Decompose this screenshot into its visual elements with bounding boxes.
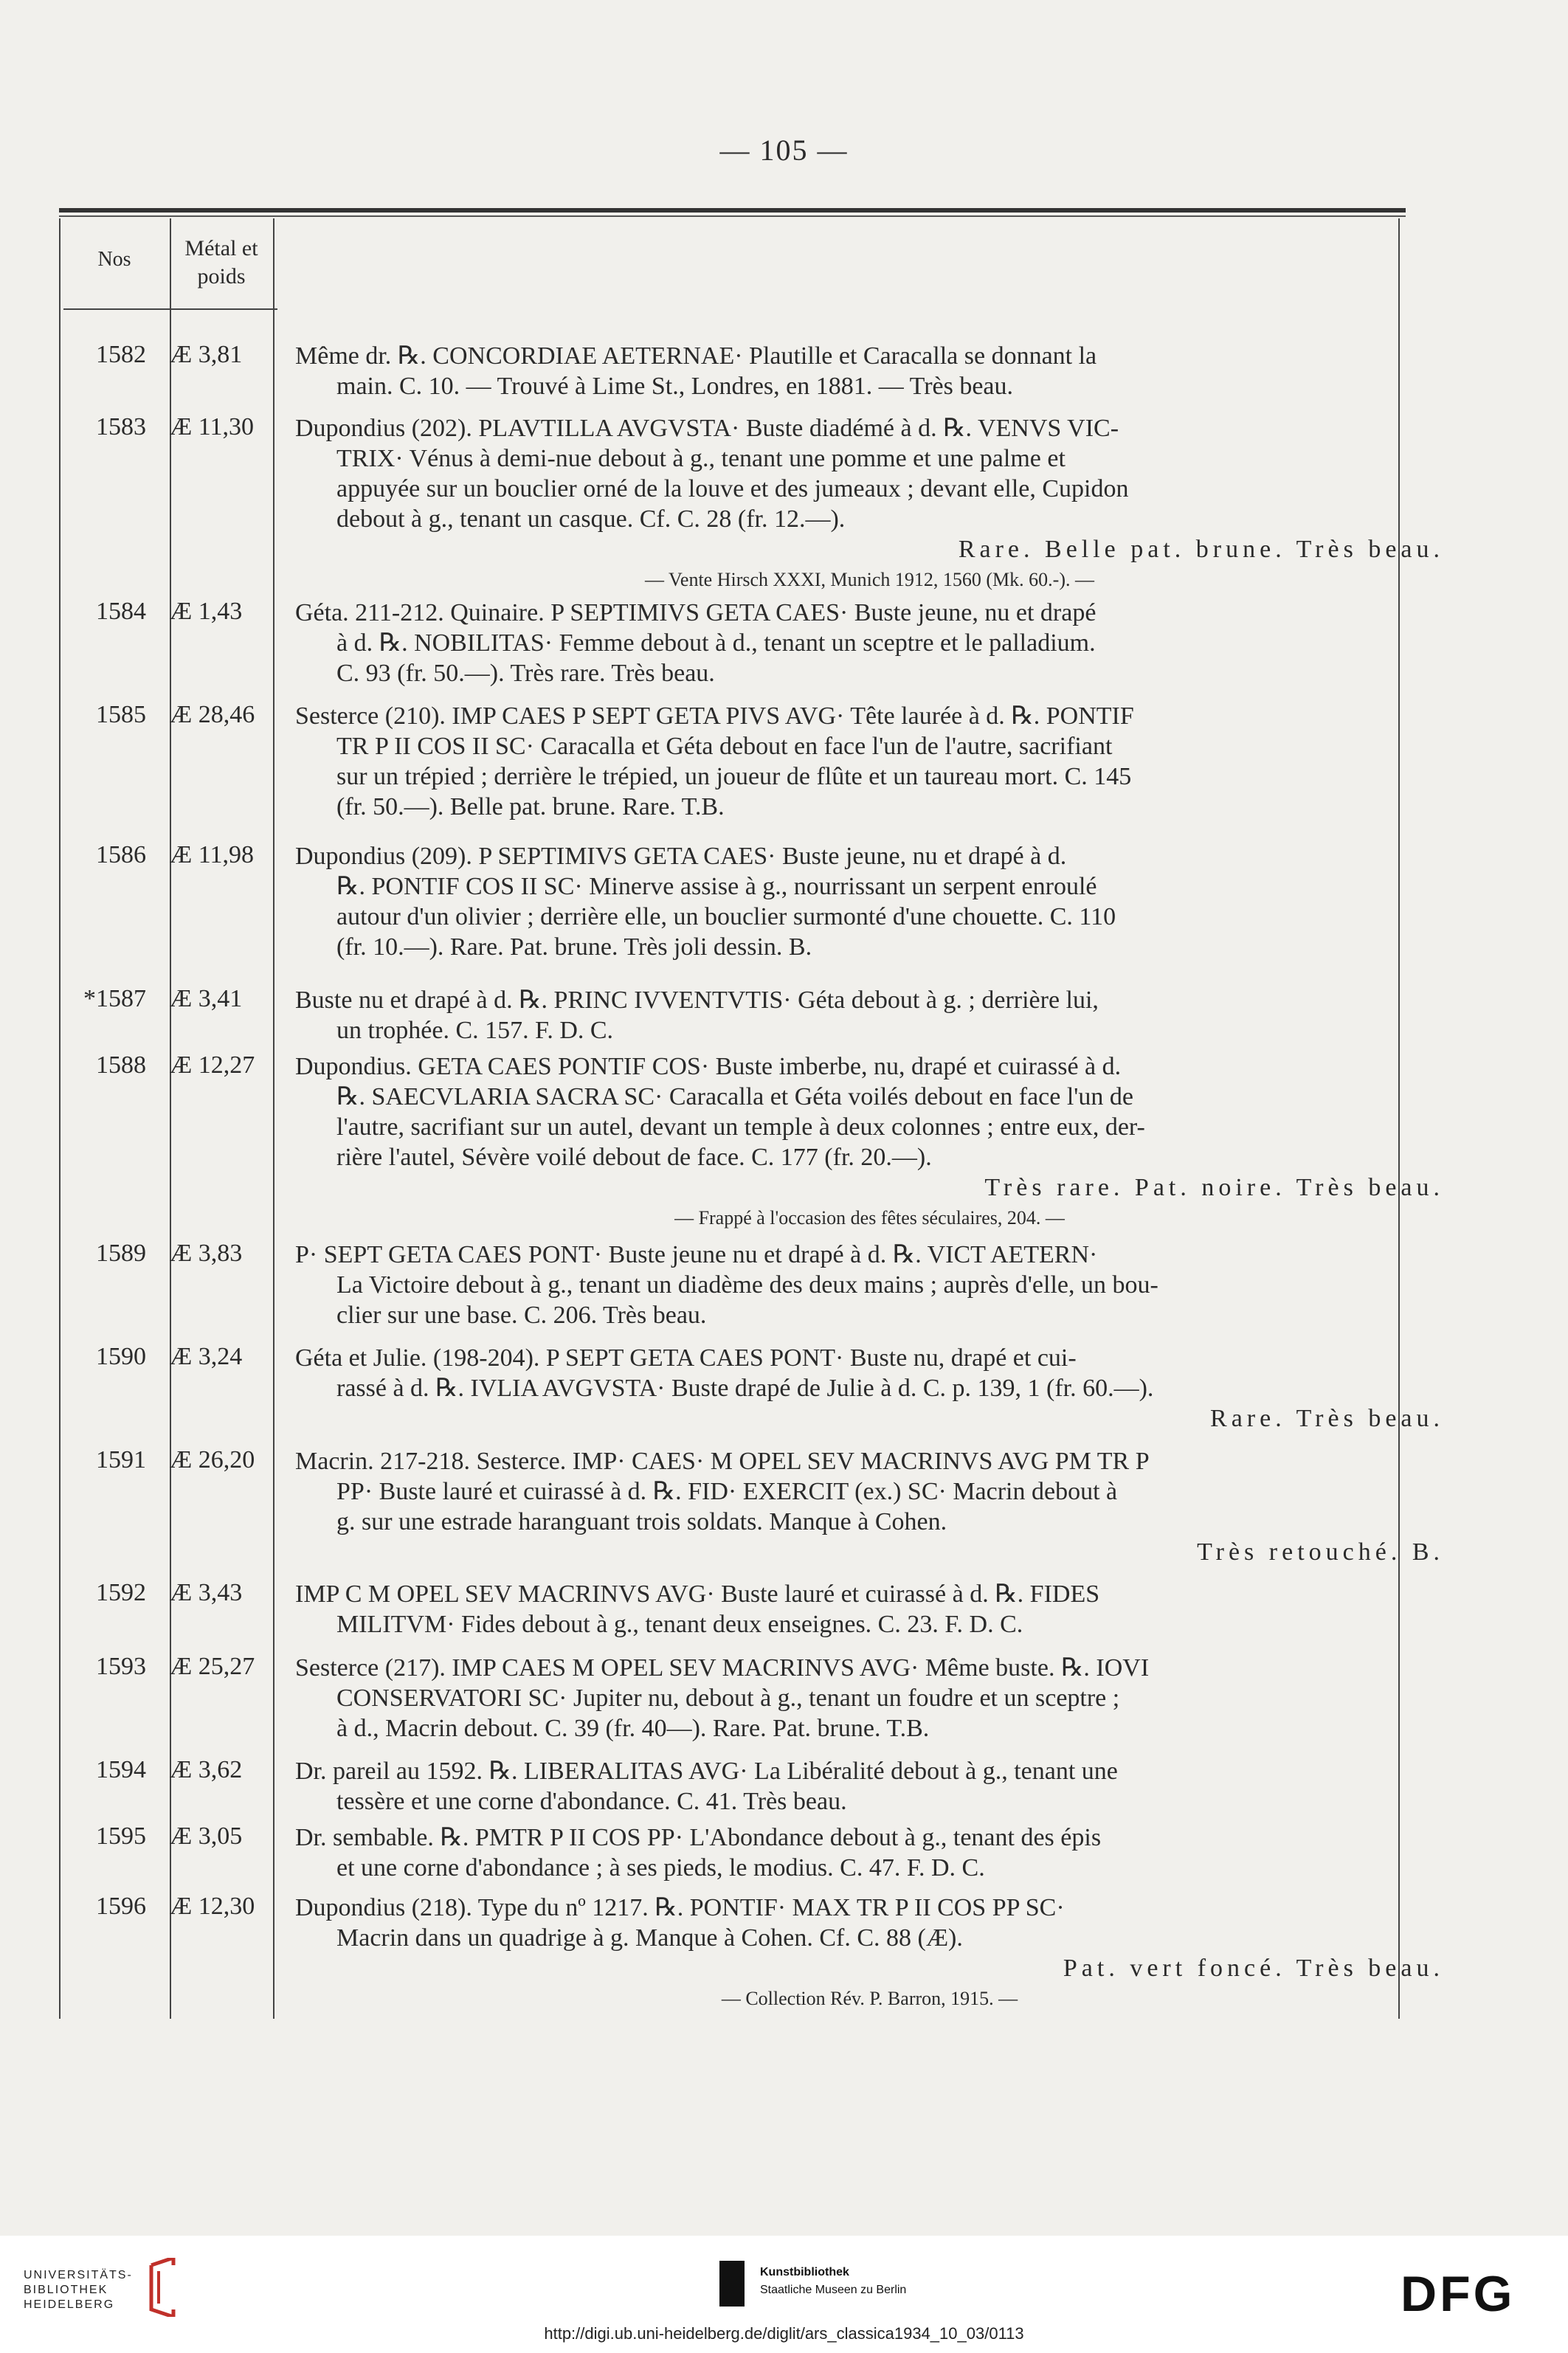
entry-metal-weight: Æ 3,24 bbox=[170, 1343, 243, 1370]
entry-metal-weight: Æ 12,30 bbox=[170, 1893, 255, 1920]
entry-metal-weight: Æ 28,46 bbox=[170, 701, 255, 728]
description-line: Dr. pareil au 1592. ℞. LIBERALITAS AVG· La Libéralité debout à g., tenant une bbox=[295, 1758, 1118, 1785]
entry-metal-weight: Æ 1,43 bbox=[170, 598, 243, 625]
entry-number: 1585 bbox=[96, 701, 146, 728]
entry-number: 1596 bbox=[96, 1893, 146, 1920]
description-line: tessère et une corne d'abondance. C. 41. Très beau. bbox=[336, 1788, 847, 1815]
table-top-rule bbox=[59, 208, 1406, 213]
description-line: (fr. 10.—). Rare. Pat. brune. Très joli dessin. B. bbox=[336, 933, 812, 961]
description-line: MILITVM· Fides debout à g., tenant deux enseignes. C. 23. F. D. C. bbox=[336, 1611, 1023, 1638]
ub-line-3: HEIDELBERG bbox=[24, 2298, 115, 2311]
header-rule bbox=[63, 308, 277, 310]
column-divider-metal bbox=[273, 218, 274, 2019]
description-line: CONSERVATORI SC· Jupiter nu, debout à g., tenant un foudre et un sceptre ; bbox=[336, 1685, 1120, 1712]
column-divider-left bbox=[59, 218, 61, 2019]
entry-description bbox=[295, 1343, 1444, 1434]
entry-number: 1586 bbox=[96, 841, 146, 868]
entry-description bbox=[295, 1756, 1444, 1817]
entry-metal-weight: Æ 3,43 bbox=[170, 1579, 243, 1606]
description-line: Buste nu et drapé à d. ℞. PRINC IVVENTVTIS· Géta debout à g. ; derrière lui, bbox=[295, 987, 1099, 1014]
description-line: rière l'autel, Sévère voilé debout de face. C. 177 (fr. 20.—). bbox=[336, 1144, 932, 1171]
entry-number: 1589 bbox=[96, 1240, 146, 1267]
description-line: — Vente Hirsch XXXI, Munich 1912, 1560 (Mk. 60.-). — bbox=[644, 569, 1094, 590]
description-line: Géta et Julie. (198-204). P SEPT GETA CAES PONT· Buste nu, drapé et cui- bbox=[295, 1344, 1077, 1372]
description-line: C. 93 (fr. 50.—). Très rare. Très beau. bbox=[336, 660, 715, 687]
description-line: à d., Macrin debout. C. 39 (fr. 40—). Rare. Pat. brune. T.B. bbox=[336, 1715, 930, 1742]
description-line: ℞. PONTIF COS II SC· Minerve assise à g., nourrissant un serpent enroulé bbox=[336, 873, 1097, 900]
description-line: un trophée. C. 157. F. D. C. bbox=[336, 1017, 614, 1044]
description-line: TR P II COS II SC· Caracalla et Géta debout en face l'un de l'autre, sacrifiant bbox=[336, 733, 1113, 760]
description-line: PP· Buste lauré et cuirassé à d. ℞. FID· EXERCIT (ex.) SC· Macrin debout à bbox=[336, 1478, 1118, 1505]
description-line: Sesterce (217). IMP CAES M OPEL SEV MACRINVS AVG· Même buste. ℞. IOVI bbox=[295, 1654, 1150, 1682]
description-line: main. C. 10. — Trouvé à Lime St., Londres, en 1881. — Très beau. bbox=[336, 373, 1014, 400]
entry-description bbox=[295, 1653, 1444, 1744]
entry-metal-weight: Æ 25,27 bbox=[170, 1653, 255, 1680]
entry-metal-weight: Æ 26,20 bbox=[170, 1446, 255, 1473]
description-line: clier sur une base. C. 206. Très beau. bbox=[336, 1302, 707, 1329]
description-line: l'autre, sacrifiant sur un autel, devant un temple à deux colonnes ; entre eux, der- bbox=[336, 1113, 1145, 1141]
description-line: Géta. 211-212. Quinaire. P SEPTIMIVS GETA CAES· Buste jeune, nu et drapé bbox=[295, 599, 1096, 626]
entry-metal-weight: Æ 3,41 bbox=[170, 985, 243, 1012]
footer-bar bbox=[0, 2236, 1568, 2353]
description-line: Macrin dans un quadrige à g. Manque à Cohen. Cf. C. 88 (Æ). bbox=[336, 1924, 963, 1952]
entry-number: 1583 bbox=[96, 413, 146, 440]
description-line: — Frappé à l'occasion des fêtes séculaires, 204. — bbox=[674, 1207, 1065, 1229]
entry-description bbox=[295, 701, 1444, 822]
entry-number: 1584 bbox=[96, 598, 146, 625]
entry-number: 1588 bbox=[96, 1051, 146, 1079]
description-line: Dupondius (209). P SEPTIMIVS GETA CAES· Buste jeune, nu et drapé à d. bbox=[295, 843, 1067, 870]
entry-metal-weight: Æ 11,98 bbox=[170, 841, 254, 868]
entry-description bbox=[295, 1240, 1444, 1330]
description-line: TRIX· Vénus à demi-nue debout à g., tenant une pomme et une palme et bbox=[336, 445, 1066, 472]
entry-number: 1593 bbox=[96, 1653, 146, 1680]
description-line: autour d'un olivier ; derrière elle, un bouclier surmonté d'une chouette. C. 110 bbox=[336, 903, 1116, 930]
description-line: Très rare. Pat. noire. Très beau. bbox=[984, 1174, 1444, 1201]
entry-description bbox=[295, 841, 1444, 962]
entry-description bbox=[295, 1579, 1444, 1640]
entry-description bbox=[295, 1051, 1444, 1233]
description-line: debout à g., tenant un casque. Cf. C. 28 (fr. 12.—). bbox=[336, 505, 846, 533]
description-line: Rare. Très beau. bbox=[1210, 1405, 1444, 1432]
entry-metal-weight: Æ 11,30 bbox=[170, 413, 254, 440]
description-line: Dupondius. GETA CAES PONTIF COS· Buste imberbe, nu, drapé et cuirassé à d. bbox=[295, 1053, 1122, 1080]
description-line: Dr. sembable. ℞. PMTR P II COS PP· L'Abondance debout à g., tenant des épis bbox=[295, 1824, 1102, 1851]
entry-metal-weight: Æ 12,27 bbox=[170, 1051, 255, 1079]
entry-number: 1591 bbox=[96, 1446, 146, 1473]
description-line: rassé à d. ℞. IVLIA AVGVSTA· Buste drapé de Julie à d. C. p. 139, 1 (fr. 60.—). bbox=[336, 1375, 1154, 1402]
page-number: — 105 — bbox=[719, 134, 849, 167]
description-line: Dupondius (218). Type du nº 1217. ℞. PONTIF· MAX TR P II COS PP SC· bbox=[295, 1894, 1065, 1921]
entry-number: 1594 bbox=[96, 1756, 146, 1783]
ub-line-2: BIBLIOTHEK bbox=[24, 2284, 108, 2296]
description-line: appuyée sur un bouclier orné de la louve et des jumeaux ; devant elle, Cupidon bbox=[336, 475, 1129, 502]
table-top-rule-thin bbox=[59, 215, 1406, 217]
entry-description bbox=[295, 413, 1444, 595]
entry-number: 1582 bbox=[96, 341, 146, 368]
description-line: Rare. Belle pat. brune. Très beau. bbox=[958, 536, 1444, 563]
description-line: à d. ℞. NOBILITAS· Femme debout à d., tenant un sceptre et le palladium. bbox=[336, 629, 1096, 657]
entry-number: *1587 bbox=[83, 985, 146, 1012]
entry-number: 1595 bbox=[96, 1822, 146, 1850]
entry-description bbox=[295, 1446, 1444, 1567]
entry-number: 1590 bbox=[96, 1343, 146, 1370]
kunstbibliothek-logo-icon bbox=[719, 2261, 745, 2307]
description-line: P· SEPT GETA CAES PONT· Buste jeune nu et drapé à d. ℞. VICT AETERN· bbox=[295, 1241, 1098, 1268]
kb-line-1: Kunstbibliothek bbox=[760, 2266, 849, 2278]
column-divider-no bbox=[170, 218, 171, 2019]
kunstbibliothek-text bbox=[760, 2264, 906, 2299]
entry-metal-weight: Æ 3,05 bbox=[170, 1822, 243, 1850]
entry-metal-weight: Æ 3,62 bbox=[170, 1756, 243, 1783]
description-line: Dupondius (202). PLAVTILLA AVGVSTA· Buste diadémé à d. ℞. VENVS VIC- bbox=[295, 415, 1119, 442]
entry-number: 1592 bbox=[96, 1579, 146, 1606]
header-metal-weight: Métal et poids bbox=[184, 236, 258, 288]
description-line: g. sur une estrade haranguant trois soldats. Manque à Cohen. bbox=[336, 1508, 947, 1535]
description-line: IMP C M OPEL SEV MACRINVS AVG· Buste lauré et cuirassé à d. ℞. FIDES bbox=[295, 1580, 1100, 1608]
entry-description bbox=[295, 1893, 1444, 2014]
description-line: ℞. SAECVLARIA SACRA SC· Caracalla et Géta voilés debout en face l'un de bbox=[336, 1083, 1134, 1110]
entry-description bbox=[295, 598, 1444, 688]
dfg-logo: DFG bbox=[1401, 2266, 1516, 2322]
description-line: — Collection Rév. P. Barron, 1915. — bbox=[721, 1988, 1018, 2009]
source-url-link[interactable]: http://digi.ub.uni-heidelberg.de/diglit/ars_classica1934_10_03/0113 bbox=[544, 2324, 1024, 2343]
kb-line-2: Staatliche Museen zu Berlin bbox=[760, 2284, 907, 2296]
entry-description bbox=[295, 985, 1444, 1046]
entry-metal-weight: Æ 3,83 bbox=[170, 1240, 243, 1267]
description-line: Très retouché. B. bbox=[1197, 1538, 1444, 1566]
ub-line-1: UNIVERSITÄTS- bbox=[24, 2269, 133, 2281]
description-line: Macrin. 217-218. Sesterce. IMP· CAES· M OPEL SEV MACRINVS AVG PM TR P bbox=[295, 1448, 1150, 1475]
entry-description bbox=[295, 1822, 1444, 1883]
description-line: sur un trépied ; derrière le trépied, un joueur de flûte et un taureau mort. C. 145 bbox=[336, 763, 1132, 790]
description-line: Sesterce (210). IMP CAES P SEPT GETA PIVS AVG· Tête laurée à d. ℞. PONTIF bbox=[295, 702, 1134, 730]
university-library-logo-text bbox=[24, 2268, 133, 2312]
description-line: et une corne d'abondance ; à ses pieds, le modius. C. 47. F. D. C. bbox=[336, 1854, 985, 1882]
description-line: Même dr. ℞. CONCORDIAE AETERNAE· Plautille et Caracalla se donnant la bbox=[295, 342, 1097, 370]
header-numbers: Nos bbox=[97, 248, 131, 271]
description-line: Pat. vert foncé. Très beau. bbox=[1063, 1955, 1444, 1982]
entry-description bbox=[295, 341, 1444, 401]
description-line: La Victoire debout à g., tenant un diadème des deux mains ; auprès d'elle, un bou- bbox=[336, 1271, 1158, 1299]
university-library-logo-icon bbox=[144, 2258, 188, 2317]
description-line: (fr. 50.—). Belle pat. brune. Rare. T.B. bbox=[336, 793, 725, 820]
entry-metal-weight: Æ 3,81 bbox=[170, 341, 243, 368]
